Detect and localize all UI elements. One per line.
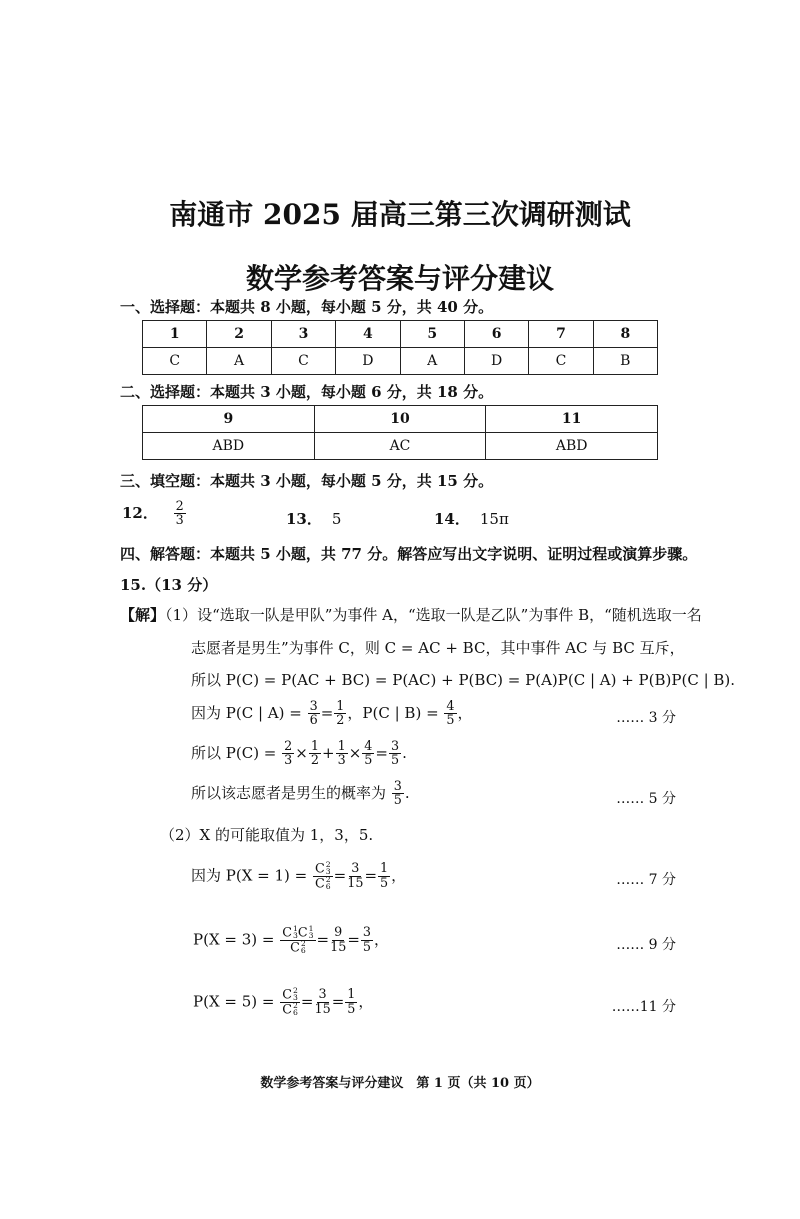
table-cell: 10 xyxy=(314,406,486,433)
table-cell: AC xyxy=(314,433,486,460)
table-cell: 3 xyxy=(271,321,335,348)
fraction: C 2 3 C 2 6 xyxy=(282,986,298,1018)
part-label: （2） xyxy=(160,826,200,844)
math-text: P(X = 5) = xyxy=(193,992,275,1011)
fraction: C 1 3 C 1 3 C 2 6 xyxy=(282,924,314,956)
table-cell: 4 xyxy=(336,321,400,348)
table-cell: 5 xyxy=(400,321,464,348)
table-cell: D xyxy=(336,348,400,375)
section1-answer-table xyxy=(142,320,658,375)
answer-12 xyxy=(122,500,187,528)
math-text: 所以 P(C) = xyxy=(191,743,277,762)
score-mark: …… 3 分 xyxy=(616,710,676,726)
score-mark: …… 7 分 xyxy=(616,872,676,888)
fraction: $\frac{3}{5}$ xyxy=(390,739,400,769)
page-footer: 数学参考答案与评分建议 第 1 页（共 10 页） xyxy=(260,1076,540,1091)
numerator: 2 xyxy=(175,499,184,514)
solution-line-3: 所以 P(C) = P(AC + BC) = P(AC) + P(BC) = P(A)P(C | A) + P(B)P(C | B). xyxy=(191,671,736,689)
page-subtitle: 数学参考答案与评分建议 xyxy=(245,262,554,295)
solution-px1: 因为 P(X = 1) = C 2 3 C 2 6 = $\frac{3}{15}$ = $\frac{1}{5}$ ， xyxy=(191,860,407,892)
fraction: $\frac{3}{5}$ xyxy=(393,779,402,809)
table-cell: 2 xyxy=(207,321,271,348)
fraction: $\frac{9}{15}$ xyxy=(330,925,347,955)
solution-line-2: 志愿者是男生”为事件 C，则 C = AC + BC，其中事件 AC 与 BC 互斥， xyxy=(191,639,685,657)
fraction: $\frac{2}{3}$ xyxy=(284,739,293,769)
table-cell: 6 xyxy=(464,321,528,348)
solution-px3: P(X = 3) = C 1 3 C 1 3 C 2 6 = $\frac{9}{15}$ = $\frac{3}{5}$ ， xyxy=(193,924,390,956)
question-label: 13． xyxy=(286,510,322,528)
solution-px5: P(X = 5) = C 2 3 C 2 6 = $\frac{3}{15}$ = $\frac{1}{5}$ ， xyxy=(193,986,374,1018)
solution-line-5: 所以 P(C) = $\frac{2}{3}$ × $\frac{1}{2}$ + $\frac{1}{3}$ × $\frac{4}{5}$ = $\frac{3}{5}$ . xyxy=(191,739,407,769)
math-text: 因为 P(X = 1) = xyxy=(191,866,308,885)
fraction: $\frac{4}{5}$ xyxy=(364,739,373,769)
math-text: P(X = 3) = xyxy=(193,930,275,949)
part-label: （1） xyxy=(165,606,198,624)
math-text: 因为 P(C | A) = xyxy=(191,703,302,722)
table-cell: ABD xyxy=(143,433,315,460)
solution-text: 设“选取一队是甲队”为事件 A，“选取一队是乙队”为事件 B，“随机选取一名 xyxy=(197,606,702,624)
solution-line-4: 因为 P(C | A) = $\frac{3}{6}$ = $\frac{1}{2}$ ，P(C | B) = $\frac{4}{5}$ ， xyxy=(191,699,473,729)
math-text: 所以该志愿者是男生的概率为 xyxy=(191,783,387,802)
table-cell: C xyxy=(529,348,593,375)
score-mark: …… 9 分 xyxy=(616,937,676,953)
table-cell: 11 xyxy=(486,406,658,433)
answer-value: 5 xyxy=(331,510,342,528)
fraction xyxy=(174,500,186,528)
section1-heading: 一、选择题：本题共 8 小题，每小题 5 分，共 40 分。 xyxy=(120,298,494,316)
score-mark: …… 5 分 xyxy=(616,791,676,807)
fraction: $\frac{1}{2}$ xyxy=(336,699,345,729)
fraction: $\frac{3}{15}$ xyxy=(347,861,364,891)
solution-line-6: 所以该志愿者是男生的概率为 $\frac{3}{5}$ . xyxy=(191,779,410,809)
section3-heading: 三、填空题：本题共 3 小题，每小题 5 分，共 15 分。 xyxy=(120,472,494,490)
table-cell: A xyxy=(207,348,271,375)
table-cell: B xyxy=(593,348,657,375)
math-text: ， xyxy=(457,703,473,722)
table-cell: D xyxy=(464,348,528,375)
solution-line-1 xyxy=(120,604,702,625)
section4-heading: 四、解答题：本题共 5 小题，共 77 分。解答应写出文字说明、证明过程或演算步骤。 xyxy=(120,545,698,563)
denominator: 3 xyxy=(175,513,184,529)
table-cell: A xyxy=(400,348,464,375)
solution-part2 xyxy=(160,824,373,845)
fraction: $\frac{3}{6}$ xyxy=(309,699,318,729)
fraction: $\frac{1}{3}$ xyxy=(337,739,346,769)
section2-heading: 二、选择题：本题共 3 小题，每小题 6 分，共 18 分。 xyxy=(120,383,494,401)
fraction: $\frac{4}{5}$ xyxy=(446,699,455,729)
table-cell: C xyxy=(271,348,335,375)
table-cell: 1 xyxy=(143,321,207,348)
section2-answer-table xyxy=(142,405,658,460)
fraction: $\frac{1}{5}$ xyxy=(380,861,389,891)
answer-value: 15π xyxy=(479,510,509,528)
question-label: 14． xyxy=(434,510,470,528)
fraction: $\frac{3}{5}$ xyxy=(362,925,372,955)
solution-text: X 的可能取值为 1，3，5. xyxy=(199,826,374,844)
table-cell: 7 xyxy=(529,321,593,348)
table-cell: 9 xyxy=(143,406,315,433)
answer-14 xyxy=(434,508,509,529)
question-15-label: 15.（13 分） xyxy=(120,576,218,594)
solution-tag: 【解】 xyxy=(120,606,166,624)
score-mark: ……11 分 xyxy=(611,999,676,1015)
fraction: $\frac{1}{5}$ xyxy=(347,987,356,1017)
fraction: C 2 3 C 2 6 xyxy=(315,860,331,892)
table-cell: C xyxy=(143,348,207,375)
fraction: $\frac{3}{15}$ xyxy=(314,987,331,1017)
table-cell: ABD xyxy=(486,433,658,460)
answer-13 xyxy=(286,508,341,529)
page-title: 南通市 2025 届高三第三次调研测试 xyxy=(169,198,631,231)
question-label: 12． xyxy=(122,503,158,522)
table-cell: 8 xyxy=(593,321,657,348)
fraction: $\frac{1}{2}$ xyxy=(310,739,319,769)
